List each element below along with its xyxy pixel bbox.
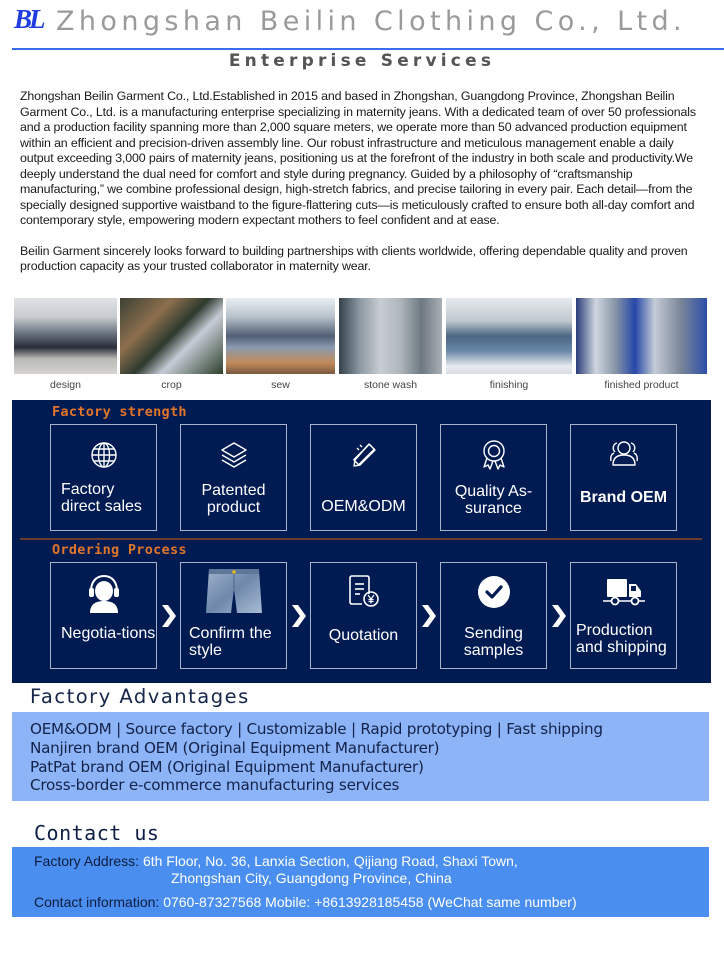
contact-title: Contact us bbox=[34, 821, 160, 845]
advantage-line: Nanjiren brand OEM (Original Equipment Manufacturer) bbox=[30, 738, 440, 757]
card-label: Confirm the style bbox=[189, 625, 272, 659]
truck-icon bbox=[571, 577, 676, 607]
card-label: Patented product bbox=[201, 482, 266, 516]
card-label: Factory direct sales bbox=[61, 481, 142, 515]
photo-caption: finishing bbox=[489, 379, 529, 391]
jeans-image bbox=[181, 567, 286, 615]
photo-design bbox=[14, 298, 117, 374]
company-name: Zhongshan Beilin Clothing Co., Ltd. bbox=[56, 6, 687, 37]
process-step-confirm-style bbox=[180, 562, 287, 669]
page-subtitle: Enterprise Services bbox=[228, 51, 496, 71]
process-step-negotiations bbox=[50, 562, 157, 669]
photo-crop bbox=[120, 298, 223, 374]
process-step-sending-samples bbox=[440, 562, 547, 669]
address-value: 6th Floor, No. 36, Lanxia Section, Qijiang Road, Shaxi Town, bbox=[142, 853, 518, 869]
contact-info-row bbox=[34, 894, 577, 911]
ordering-process-title: Ordering Process bbox=[52, 542, 187, 558]
header-divider bbox=[12, 48, 724, 50]
invoice-yen-icon bbox=[311, 574, 416, 608]
factory-advantages-box bbox=[12, 712, 709, 801]
intro-paragraph: Beilin Garment sincerely looks forward to building partnerships with clients worldwide, offering dependable quality and proven production capacity as your trusted collaborator in maternity wear. bbox=[20, 243, 688, 273]
strength-card-quality bbox=[440, 424, 547, 531]
address-row bbox=[34, 853, 518, 870]
card-label: OEM&ODM bbox=[321, 498, 406, 515]
process-step-quotation bbox=[310, 562, 417, 669]
users-icon bbox=[571, 439, 676, 467]
check-circle-icon bbox=[441, 575, 546, 609]
photo-sew bbox=[226, 298, 335, 374]
panel-divider bbox=[20, 538, 702, 540]
customer-service-icon bbox=[51, 573, 156, 613]
strength-card-oem-odm bbox=[310, 424, 417, 531]
photo-finished-product bbox=[576, 298, 707, 374]
photo-caption: finished product bbox=[604, 379, 679, 391]
strength-card-direct-sales bbox=[50, 424, 157, 531]
photo-stone-wash bbox=[339, 298, 442, 374]
company-logo: BL bbox=[14, 4, 43, 34]
layers-icon bbox=[181, 440, 286, 470]
header bbox=[0, 0, 724, 50]
globe-icon bbox=[51, 441, 156, 469]
card-label: Production and shipping bbox=[576, 622, 667, 656]
strength-card-brand-oem bbox=[570, 424, 677, 531]
card-label: Brand OEM bbox=[579, 489, 668, 506]
advantage-line: Cross-border e-commerce manufacturing services bbox=[30, 776, 400, 795]
process-step-production-shipping bbox=[570, 562, 677, 669]
chevron-right-icon bbox=[422, 605, 436, 627]
contact-info-value: 0760-87327568 Mobile: +8613928185458 (WeChat same number) bbox=[163, 894, 577, 910]
address-label: Factory Address: bbox=[34, 853, 140, 869]
factory-strength-panel bbox=[12, 400, 711, 683]
photo-caption: crop bbox=[161, 379, 182, 391]
photo-caption: stone wash bbox=[363, 379, 418, 391]
factory-strength-title: Factory strength bbox=[52, 404, 187, 420]
advantage-line: PatPat brand OEM (Original Equipment Manufacturer) bbox=[30, 757, 424, 776]
intro-paragraph: Zhongshan Beilin Garment Co., Ltd.Established in 2015 and based in Zhongshan, Guangdong Province, Zhongshan Beilin Garment Co., Ltd. is a manufacturing enterprise specializing in maternity jeans. With a dedicated team of over 50 professionals and a production facility spanning more than 2,000 square meters, we operate more than 50 advanced production equipment within an efficient and precision-driven assembly line. Our robust infrastructure and meticulous management enable a daily output exceeding 3,000 pairs of maternity jeans, positioning us at the forefront of the industry in both scale and productivity.We deeply understand the dual need for comfort and style during pregnancy. Guided by a philosophy of “craftsmanship manufacturing,” we combine professional design, high-stretch fabrics, and precise tailoring in every pair. Each detail—from the specially designed supportive waistband to the figure-flattering cuts—is meticulously crafted to ensure both all-day comfort and contemporary style, empowering modern expectant mothers to feel confident and at ease. bbox=[20, 89, 696, 227]
photo-caption: sew bbox=[271, 379, 290, 391]
pencil-ruler-icon bbox=[311, 440, 416, 470]
advantage-line: OEM&ODM | Source factory | Customizable | Rapid prototyping | Fast shipping bbox=[30, 720, 603, 738]
card-label: Quotation bbox=[328, 627, 399, 644]
photo-caption: design bbox=[50, 379, 81, 391]
address-value: Zhongshan City, Guangdong Province, China bbox=[171, 870, 452, 886]
contact-box bbox=[12, 847, 709, 917]
contact-info-label: Contact information: bbox=[34, 894, 160, 910]
factory-advantages-title: Factory Advantages bbox=[30, 685, 250, 708]
chevron-right-icon bbox=[552, 605, 566, 627]
card-label: Sending samples bbox=[463, 625, 524, 659]
card-label: Quality As-surance bbox=[454, 483, 533, 517]
company-intro bbox=[20, 89, 710, 290]
address-row-continued bbox=[171, 870, 452, 887]
production-photo-strip bbox=[14, 298, 714, 394]
photo-finishing bbox=[446, 298, 572, 374]
chevron-right-icon bbox=[292, 605, 306, 627]
award-ribbon-icon bbox=[441, 439, 546, 471]
strength-card-patented bbox=[180, 424, 287, 531]
card-label: Negotia-tions bbox=[61, 625, 156, 642]
chevron-right-icon bbox=[162, 605, 176, 627]
